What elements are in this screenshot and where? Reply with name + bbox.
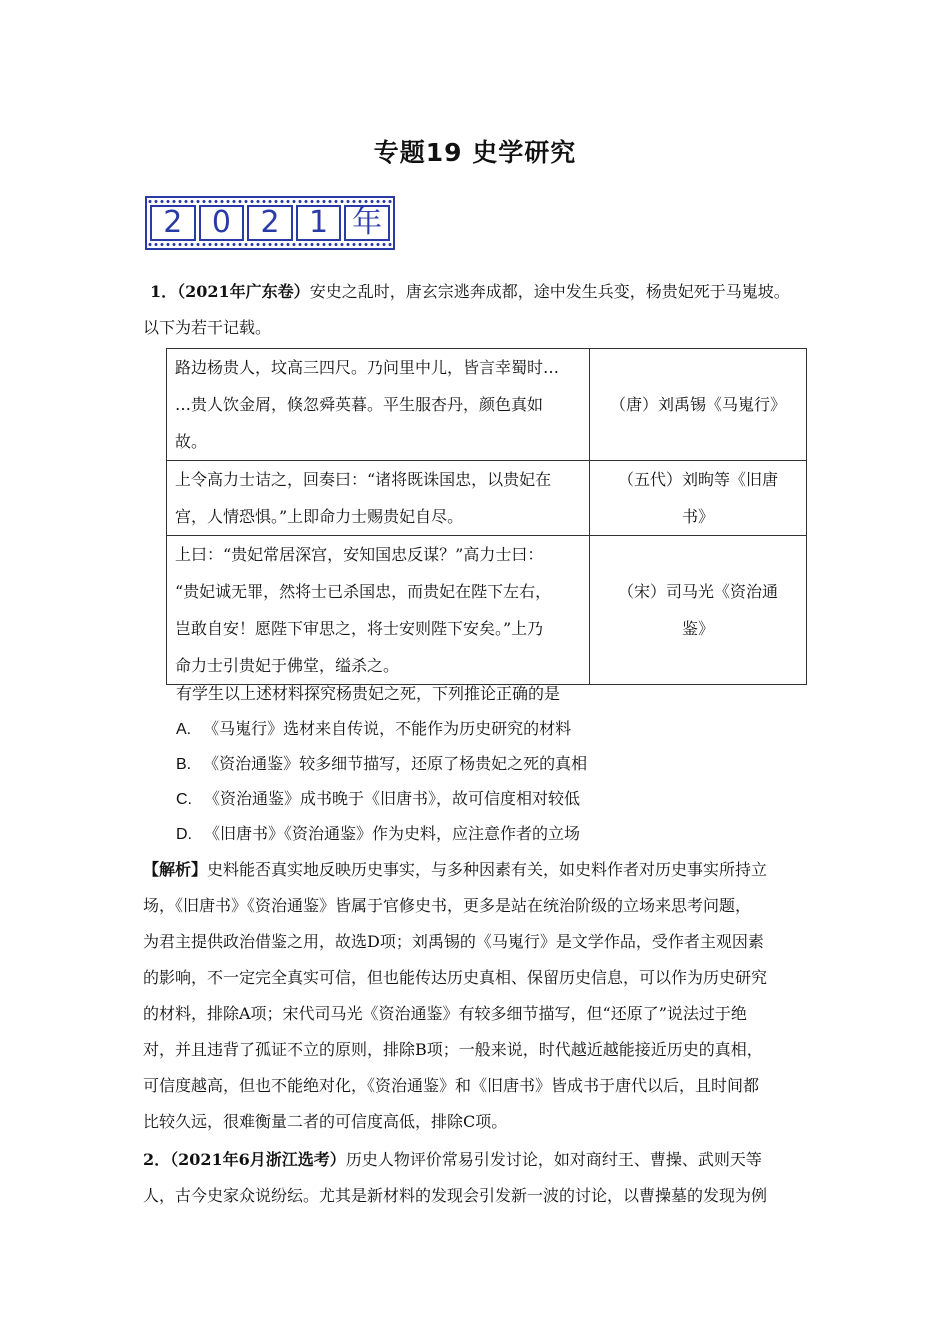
q1-source: （2021年广东卷） — [177, 282, 310, 301]
q1-stem-line1 — [150, 282, 790, 302]
year-digit: 0 — [199, 205, 245, 241]
analysis-line: 对，并且违背了孤证不立的原则，排除B项；一般来说，时代越近越能接近历史的真相， — [143, 1040, 763, 1059]
analysis-line: 可信度越高，但也不能绝对化，《资治通鉴》和《旧唐书》皆成书于唐代以后，且时间都 — [143, 1076, 760, 1095]
option-c: C. 《资治通鉴》成书晚于《旧唐书》，故可信度相对较低 — [176, 789, 581, 808]
source-text: 上曰：“贵妃常居深宫，安知国忠反谋？”高力士曰： “贵妃诚无罪，然将士已杀国忠，而贵妃在陛下左右， 岂敢自安！愿陛下审思之，将士安则陛下安矣。”上乃 命力士引贵妃于佛堂，缢杀之。 — [167, 536, 590, 685]
q1-stem-text: 安史之乱时，唐玄宗逃奔成都，途中发生兵变，杨贵妃死于马嵬坡。 — [309, 282, 790, 301]
q1-stem-line2: 以下为若干记载。 — [143, 318, 272, 337]
year-banner — [145, 196, 395, 250]
source-text: 上令高力士诘之，回奏曰：“诸将既诛国忠，以贵妃在 宫，人情恐惧。”上即命力士赐贵妃自尽。 — [167, 461, 590, 536]
q2-number: 2． — [143, 1150, 171, 1169]
year-char: 年 — [344, 205, 390, 241]
source-text: 路边杨贵人，坟高三四尺。乃问里中儿，皆言幸蜀时… …贵人饮金屑，倏忽舜英暮。平生服杏丹，颜色真如 故。 — [167, 349, 590, 461]
q2-stem-line2: 人，古今史家众说纷纭。尤其是新材料的发现会引发新一波的讨论，以曹操墓的发现为例 — [143, 1186, 768, 1205]
analysis-line: 【解析】史料能否真实地反映历史事实，与多种因素有关，如史料作者对历史事实所持立 — [143, 860, 768, 879]
source-author: （五代）刘昫等《旧唐 书》 — [590, 461, 807, 536]
table-row — [167, 536, 807, 685]
analysis-line: 场，《旧唐书》《资治通鉴》皆属于官修史书，更多是站在统治阶级的立场来思考问题， — [143, 896, 752, 915]
q2-stem-line1: 2．（2021年6月浙江选考）历史人物评价常易引发讨论，如对商纣王、曹操、武则天等 — [143, 1150, 762, 1169]
table-row — [167, 461, 807, 536]
year-digit: 1 — [296, 205, 342, 241]
source-author: （宋）司马光《资治通 鉴》 — [590, 536, 807, 685]
table-row — [167, 349, 807, 461]
q1-question: 有学生以上述材料探究杨贵妃之死，下列推论正确的是 — [176, 684, 561, 703]
analysis-line: 的影响，不一定完全真实可信，但也能传达历史真相、保留历史信息，可以作为历史研究 — [143, 968, 768, 987]
year-digit: 2 — [247, 205, 293, 241]
q2-source: （2021年6月浙江选考） — [170, 1150, 346, 1169]
analysis-label: 【解析】 — [143, 860, 208, 879]
option-d: D. 《旧唐书》《资治通鉴》作为史料，应注意作者的立场 — [176, 824, 581, 843]
page-title: 专题19 史学研究 — [373, 138, 577, 167]
analysis-line: 比较久远，很难衡量二者的可信度高低，排除C项。 — [143, 1112, 508, 1131]
analysis-line: 为君主提供政治借鉴之用，故选D项；刘禹锡的《马嵬行》是文学作品，受作者主观因素 — [143, 932, 764, 951]
analysis-line: 的材料，排除A项；宋代司马光《资治通鉴》有较多细节描写，但“还原了”说法过于绝 — [143, 1004, 747, 1023]
option-b: B. 《资治通鉴》较多细节描写，还原了杨贵妃之死的真相 — [176, 754, 588, 773]
year-digit: 2 — [150, 205, 196, 241]
source-author: （唐）刘禹锡《马嵬行》 — [590, 349, 807, 461]
source-table — [166, 348, 807, 685]
q1-number: 1． — [150, 282, 178, 301]
option-a: A. 《马嵬行》选材来自传说，不能作为历史研究的材料 — [176, 719, 572, 738]
